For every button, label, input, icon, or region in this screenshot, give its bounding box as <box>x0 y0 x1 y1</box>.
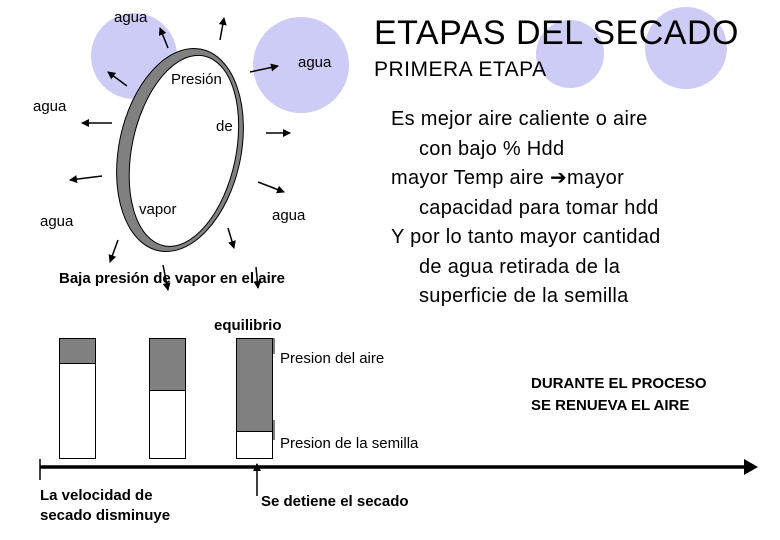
arrow-down-right <box>228 228 234 248</box>
label-agua-bottom-left: agua <box>40 213 74 230</box>
explanation-text <box>391 105 661 312</box>
label-agua-top: agua <box>114 9 148 26</box>
explanation-line: de agua retirada de la <box>419 255 621 278</box>
pressure-bar <box>149 338 186 459</box>
page-title: ETAPAS DEL SECADO <box>374 14 739 52</box>
label-equilibrio: equilibrio <box>214 317 282 334</box>
arrow-up-right <box>220 18 224 40</box>
right-arrow-icon: ➔ <box>549 167 567 189</box>
label-agua-top-right: agua <box>298 54 332 71</box>
explanation-line: Es mejor aire caliente o aire <box>391 108 648 130</box>
explanation-line: con bajo % Hdd <box>419 137 565 160</box>
pressure-bar <box>236 338 273 459</box>
explanation-line: superficie de la semilla <box>419 285 629 307</box>
arrow-right-low <box>258 182 284 192</box>
explanation-line: mayor Temp aire ➔mayor <box>391 167 625 189</box>
explanation-line: Y por lo tanto mayor cantidad <box>391 226 661 248</box>
explanation-line: capacidad para tomar hdd <box>419 196 659 219</box>
label-presion-semilla: Presion de la semilla <box>280 435 419 452</box>
pressure-bar <box>59 338 96 459</box>
label-presion-aire: Presion del aire <box>280 350 385 367</box>
label-agua-left: agua <box>33 98 67 115</box>
slowdown-note: La velocidad de secado disminuye <box>40 487 171 524</box>
renewal-note: DURANTE EL PROCESO SE RENUEVA EL AIRE <box>531 375 707 414</box>
arrow-left-low <box>70 176 102 180</box>
arrow-down-left <box>110 240 118 262</box>
label-presion: Presión <box>171 71 222 88</box>
label-de: de <box>216 118 233 135</box>
time-axis-arrowhead <box>744 459 758 475</box>
page-subtitle: PRIMERA ETAPA <box>374 58 547 81</box>
label-vapor: vapor <box>139 201 177 218</box>
air-pressure-fill <box>150 339 185 391</box>
stop-note: Se detiene el secado <box>261 493 409 510</box>
label-agua-bottom-right: agua <box>272 207 306 224</box>
label-baja-presion: Baja presión de vapor en el aire <box>59 270 285 287</box>
air-pressure-fill <box>60 339 95 364</box>
air-pressure-fill <box>237 339 272 432</box>
